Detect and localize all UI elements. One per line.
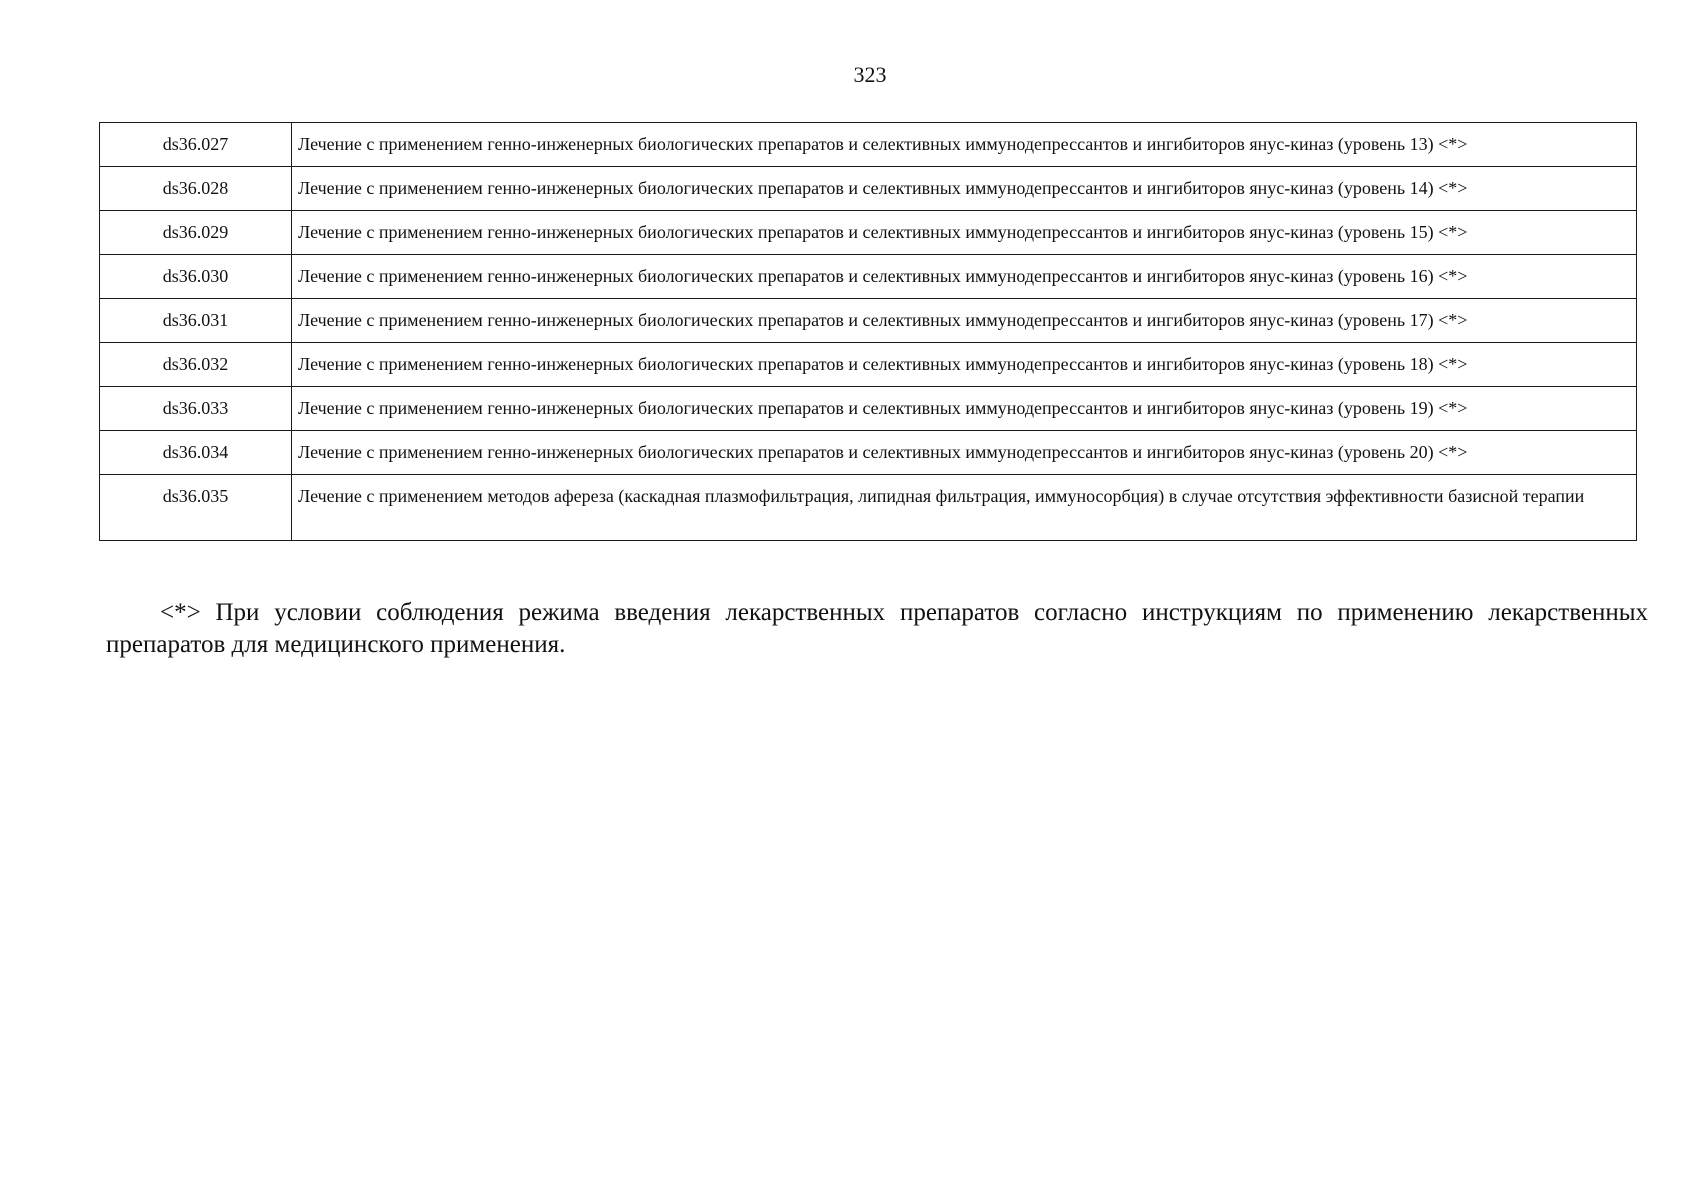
table-row xyxy=(100,167,1637,211)
table-row xyxy=(100,255,1637,299)
code-cell: ds36.033 xyxy=(100,387,292,431)
table-row xyxy=(100,475,1637,541)
description-cell: Лечение с применением генно-инженерных биологических препаратов и селективных иммунодепрессантов и ингибиторов янус-киназ (уровень 14) <*> xyxy=(292,167,1637,211)
code-cell: ds36.034 xyxy=(100,431,292,475)
code-cell: ds36.028 xyxy=(100,167,292,211)
table-row xyxy=(100,299,1637,343)
description-cell: Лечение с применением генно-инженерных биологических препаратов и селективных иммунодепрессантов и ингибиторов янус-киназ (уровень 13) <*> xyxy=(292,123,1637,167)
description-cell: Лечение с применением методов афереза (каскадная плазмофильтрация, липидная фильтрация, иммуносорбция) в случае отсутствия эффективности базисной терапии xyxy=(292,475,1637,541)
description-cell: Лечение с применением генно-инженерных биологических препаратов и селективных иммунодепрессантов и ингибиторов янус-киназ (уровень 19) <*> xyxy=(292,387,1637,431)
description-cell: Лечение с применением генно-инженерных биологических препаратов и селективных иммунодепрессантов и ингибиторов янус-киназ (уровень 15) <*> xyxy=(292,211,1637,255)
code-cell: ds36.031 xyxy=(100,299,292,343)
description-cell: Лечение с применением генно-инженерных биологических препаратов и селективных иммунодепрессантов и ингибиторов янус-киназ (уровень 16) <*> xyxy=(292,255,1637,299)
code-cell: ds36.035 xyxy=(100,475,292,541)
code-cell: ds36.027 xyxy=(100,123,292,167)
footnote: <*> При условии соблюдения режима введения лекарственных препаратов согласно инструкциям по применению лекарственных препаратов для медицинского применения. xyxy=(106,599,1648,658)
codes-table xyxy=(99,122,1637,541)
description-cell: Лечение с применением генно-инженерных биологических препаратов и селективных иммунодепрессантов и ингибиторов янус-киназ (уровень 17) <*> xyxy=(292,299,1637,343)
table-row xyxy=(100,123,1637,167)
description-cell: Лечение с применением генно-инженерных биологических препаратов и селективных иммунодепрессантов и ингибиторов янус-киназ (уровень 20) <*> xyxy=(292,431,1637,475)
table-row xyxy=(100,387,1637,431)
table-row xyxy=(100,343,1637,387)
code-cell: ds36.032 xyxy=(100,343,292,387)
table-row xyxy=(100,431,1637,475)
code-cell: ds36.030 xyxy=(100,255,292,299)
code-cell: ds36.029 xyxy=(100,211,292,255)
table-row xyxy=(100,211,1637,255)
page-number: 323 xyxy=(853,62,887,87)
description-cell: Лечение с применением генно-инженерных биологических препаратов и селективных иммунодепрессантов и ингибиторов янус-киназ (уровень 18) <*> xyxy=(292,343,1637,387)
